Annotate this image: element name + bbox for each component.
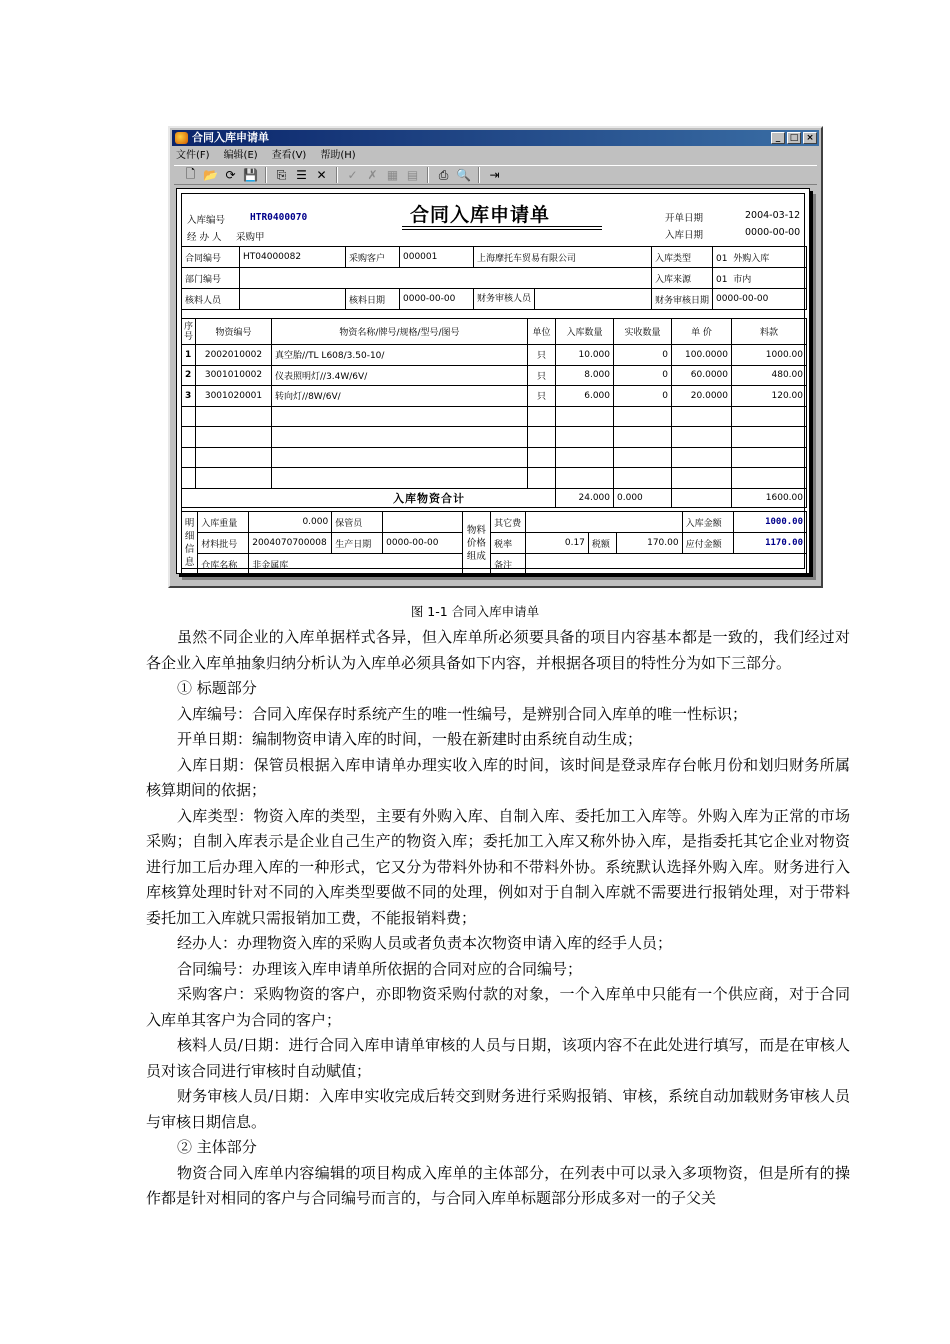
type-label: 入库类型 [652,247,713,268]
fin-auditor-cell: 财务审核人员 [474,289,652,310]
prod-date-label: 生产日期 [332,533,383,554]
paragraph: 入库类型：物资入库的类型，主要有外购入库、自制入库、委托加工入库等。外购入库为正常的市场采购；自制入库表示是企业自己生产的物资入库；委托加工入库又称外协入库，是指委托其它企业对物资进行加工后办理入库的一种形式，它又分为带料外协和不带料外协。系统默认选择外购入库。财务进行入库核算处理时针对不同的入库类型要做不同的处理，例如对于自制入库就不需要进行报销处理，对于带料委托加工入库就只需报销加工费，不能报销料费； [146,806,850,927]
total-recv: 0.000 [614,488,672,507]
checker-label: 核料人员 [182,289,240,310]
open-folder-icon[interactable]: 📂 [203,168,218,182]
contract-label: 合同编号 [182,247,240,268]
new-icon[interactable]: 🗋 [185,166,196,181]
window-titlebar[interactable] [172,130,819,146]
title-underline [402,226,602,227]
paragraph: 经办人：办理物资入库的采购人员或者负责本次物资申请入库的经手人员； [177,934,673,952]
toolbar-divider [427,167,429,183]
col-amount: 料款 [732,319,807,345]
toolbar-divider [478,167,480,183]
dept-label: 部门编号 [182,268,240,289]
paragraph: 入库日期：保管员根据入库申请单办理实收入库的时间，该时间是登录库存台帐月份和划归财务所属核算期间的依据； [146,755,850,799]
exit-icon[interactable]: ⇥ [489,168,500,182]
document-body [146,625,850,1212]
toolbar [174,165,817,185]
table-row[interactable]: 3 3001020001 转向灯//8W/6V/ 只 6.000 0 20.0000 120.00 [182,386,807,407]
table-row[interactable]: 2 3001010002 仪表照明灯//3.4W/6V/ 只 8.000 0 60.0000 480.00 [182,365,807,386]
col-price: 单 价 [672,319,732,345]
preview-icon[interactable]: 🔍 [456,168,471,182]
paragraph: 核料人员/日期：进行合同入库申请单审核的人员与日期，该项内容不在此处进行填写，而是在审核人员对该合同进行审核时自动赋值； [146,1036,850,1080]
check-date-label: 核料日期 [346,289,400,310]
app-icon [175,132,188,144]
tax-field: 170.00 [617,533,682,554]
menu-help[interactable]: 帮助(H) [320,150,356,161]
empty-row[interactable] [182,427,807,448]
info-table [181,246,807,310]
weight-field[interactable]: 0.000 [249,512,332,533]
detail-side-label: 明细信息 [182,512,198,575]
section-heading: ① 标题部分 [177,679,257,697]
col-name: 物资名称/牌号/规格/型号/图号 [272,319,528,345]
app-window [168,126,823,588]
menu-edit[interactable]: 编辑(E) [223,150,258,161]
menu-bar [176,148,356,163]
paragraph: 入库编号：合同入库保存时系统产生的唯一性编号，是辨别合同入库单的唯一性标识； [177,704,748,723]
col-unit: 单位 [528,319,556,345]
paragraph: 采购客户：采购物资的客户，亦即物资采购付款的对象，一个入库单中只能有一个供应商，对于合同入库单其客户为合同的客户； [146,985,850,1029]
detail-table [181,511,807,575]
form-border [181,193,805,569]
in-date-value: 0000-00-00 [745,227,801,238]
inbound-no-value: HTR0400070 [250,212,308,223]
list-icon[interactable]: ▤ [406,168,419,182]
price-group-label: 物料价格组成 [462,512,491,575]
remark-field[interactable] [525,554,806,575]
batch-label: 材料批号 [198,533,249,554]
paragraph: 开单日期：编制物资申请入库的时间，一般在新建时由系统自动生成； [177,730,643,748]
delete-icon[interactable]: ✕ [316,168,327,182]
tax-rate-label: 税率 [491,533,526,554]
paragraph: 财务审核人员/日期：入库申实收完成后转交到财务进行采购报销、审核，系统自动加载财务审核人员与审核日期信息。 [146,1087,850,1131]
maximize-button[interactable]: □ [787,132,801,144]
batch-field[interactable]: 2004070700008 [249,533,332,554]
col-seq: 序号 [182,319,196,345]
pay-amount-value: 1170.00 [733,533,806,554]
paragraph: 合同编号：办理该入库申请单所依据的合同对应的合同编号； [177,959,583,978]
open-date-value: 2004-03-12 [745,210,801,221]
grid-icon[interactable]: ▦ [386,168,399,182]
empty-row[interactable] [182,406,807,427]
tax-label: 税额 [588,533,617,554]
menu-view[interactable]: 查看(V) [271,150,307,161]
menu-file[interactable]: 文件(F) [176,150,210,161]
warehouse-field[interactable]: 非金属库 [249,554,462,575]
fin-date-label: 财务审核日期 [652,289,713,310]
pay-amount-label: 应付金额 [682,533,733,554]
items-table [181,318,807,508]
warehouse-label: 仓库名称 [198,554,249,575]
copy-icon[interactable]: ⎘ [276,167,287,182]
col-qty: 入库数量 [556,319,614,345]
fin-date-field: 0000-00-00 [713,289,807,310]
save-icon[interactable]: 💾 [243,168,258,182]
inbound-no-label: 入库编号 [187,215,226,226]
source-label: 入库来源 [652,268,713,289]
remark-label: 备注 [491,554,526,575]
keeper-field[interactable] [383,512,462,533]
other-fee-field[interactable] [525,512,682,533]
other-fee-label: 其它费 [491,512,526,533]
title-underline [402,229,602,230]
paragraph: 虽然不同企业的入库单据样式各异，但入库单所必须要具备的项目内容基本都是一致的，我们经过对各企业入库单抽象归纳分析认为入库单必须具备如下内容，并根据各项目的特性分为如下三部分。 [146,628,850,672]
check-icon[interactable]: ✓ [347,168,358,182]
total-qty: 24.000 [556,488,614,507]
paragraph: 物资合同入库单内容编辑的项目构成入库单的主体部分，在列表中可以录入多项物资，但是所有的操作都是针对相同的客户与合同编号而言的，与合同入库单标题部分形成多对一的子父关 [146,1163,850,1207]
toolbar-divider [265,167,267,183]
total-label: 入库物资合计 [182,488,556,507]
uncheck-icon[interactable]: ✗ [367,168,378,182]
col-code: 物资编号 [196,319,272,345]
total-row [182,488,807,507]
col-recv: 实收数量 [614,319,672,345]
dept-field[interactable] [240,268,652,289]
empty-row[interactable] [182,447,807,468]
customer-code-field[interactable]: 000001 [400,247,474,268]
in-date-label: 入库日期 [665,230,704,241]
in-amount-label: 入库金额 [682,512,733,533]
open-date-label: 开单日期 [665,213,704,224]
form-title: 合同入库申请单 [410,204,551,226]
check-date-field: 0000-00-00 [400,289,474,310]
weight-label: 入库重量 [198,512,249,533]
total-amount: 1600.00 [732,488,807,507]
source-field[interactable]: 01 市内 [713,268,807,289]
empty-row[interactable] [182,468,807,489]
contract-field[interactable]: HT04000082 [240,247,346,268]
checker-field [240,289,346,310]
figure-caption: 图 1-1 合同入库申请单 [410,604,540,619]
type-field[interactable]: 01 外购入库 [713,247,807,268]
handler-label: 经 办 人 [187,232,222,243]
minimize-button[interactable]: _ [771,132,785,144]
handler-value: 采购甲 [236,232,265,243]
window-title: 合同入库申请单 [192,131,269,144]
customer-label: 采购客户 [346,247,400,268]
tax-rate-field[interactable]: 0.17 [525,533,588,554]
customer-name-field[interactable]: 上海摩托车贸易有限公司 [474,247,652,268]
print-icon[interactable]: ⎙ [438,167,449,182]
table-row[interactable]: 1 2002010002 真空胎//TL L608/3.50-10/ 只 10.000 0 100.0000 1000.00 [182,345,807,366]
insert-row-icon[interactable]: ☰ [296,168,307,182]
section-heading: ② 主体部分 [177,1138,257,1156]
close-button[interactable]: × [803,132,817,144]
form-panel [176,188,810,574]
in-amount-value: 1000.00 [733,512,806,533]
toolbar-divider [336,167,338,183]
keeper-label: 保管员 [332,512,383,533]
prod-date-field[interactable]: 0000-00-00 [383,533,462,554]
refresh-icon[interactable]: ⟳ [225,168,236,182]
